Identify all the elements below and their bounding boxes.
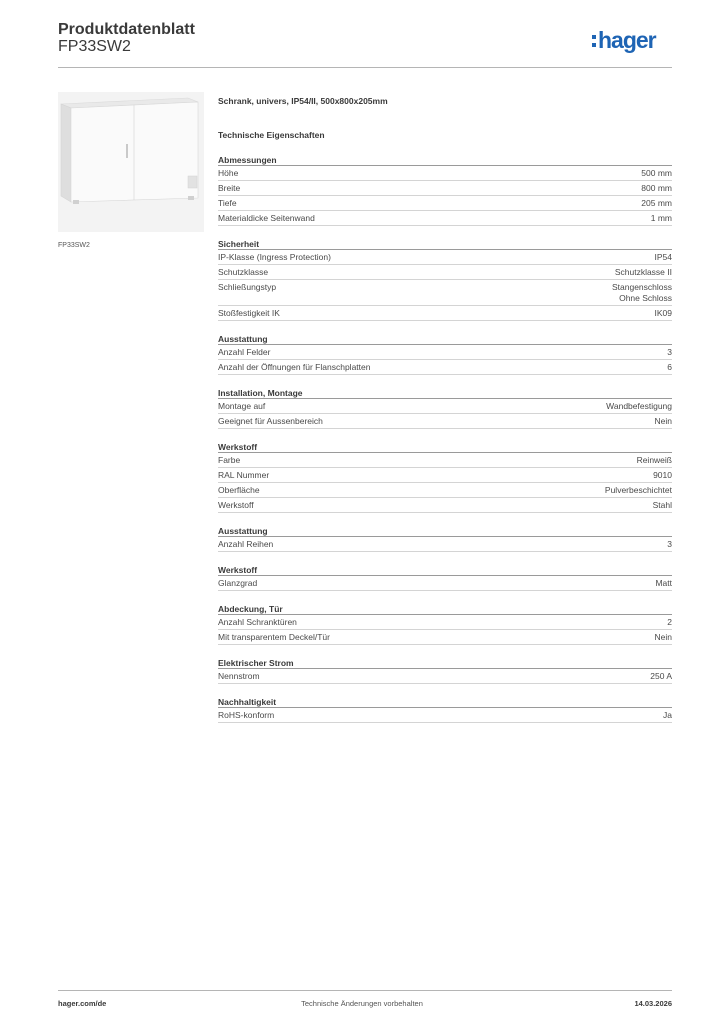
spec-value: 205 mm [641,198,672,208]
footer-disclaimer: Technische Änderungen vorbehalten [301,999,423,1008]
spec-row [218,453,672,468]
spec-value: IK09 [654,308,672,318]
section-title: Ausstattung [218,526,672,537]
product-code: FP33SW2 [58,38,131,55]
page-title: Produktdatenblatt [58,21,195,38]
spec-value: Reinweiß [636,455,672,465]
spec-label: Anzahl der Öffnungen für Flanschplatten [218,362,371,372]
spec-row [218,306,672,321]
section [218,239,672,321]
cabinet-product-image [58,92,204,232]
section [218,565,672,591]
section [218,526,672,552]
spec-label: Nennstrom [218,671,260,681]
section-title: Werkstoff [218,442,672,453]
technical-data [218,96,672,723]
spec-label: Montage auf [218,401,266,411]
spec-value-line: Stangenschloss [611,282,672,292]
section-title: Installation, Montage [218,388,672,399]
spec-value-line: Ohne Schloss [619,293,672,303]
spec-label: Werkstoff [218,500,254,510]
spec-value: Pulverbeschichtet [604,485,672,495]
spec-label: Schließungstyp [218,282,277,292]
image-caption: FP33SW2 [58,242,90,249]
spec-row [218,345,672,360]
spec-label: Schutzklasse [218,267,269,277]
spec-label: RAL Nummer [218,470,270,480]
spec-row [218,399,672,414]
spec-label: Anzahl Felder [218,347,271,357]
spec-label: Glanzgrad [218,578,258,588]
spec-row [218,630,672,645]
section [218,697,672,723]
spec-value: Stahl [652,500,672,510]
spec-value: IP54 [654,252,672,262]
spec-value: 500 mm [641,168,672,178]
spec-label: Mit transparentem Deckel/Tür [218,632,330,642]
spec-label: Farbe [218,455,241,465]
spec-row [218,615,672,630]
section [218,658,672,684]
spec-label: Anzahl Schranktüren [218,617,297,627]
section-title: Ausstattung [218,334,672,345]
spec-value: 250 A [650,671,672,681]
spec-row [218,360,672,375]
spec-row [218,708,672,723]
footer-date: 14.03.2026 [634,999,672,1008]
product-title: Schrank, univers, IP54/II, 500x800x205mm [218,96,388,106]
spec-value: 800 mm [641,183,672,193]
spec-label: Geeignet für Aussenbereich [218,416,323,426]
header-divider [58,67,672,68]
section-title: Elektrischer Strom [218,658,672,669]
spec-row [218,211,672,226]
spec-value: 3 [667,539,672,549]
section [218,155,672,226]
spec-row [218,166,672,181]
section [218,604,672,645]
spec-row [218,181,672,196]
spec-value [612,282,672,304]
spec-row [218,576,672,591]
spec-value: 9010 [653,470,672,480]
section [218,334,672,375]
section [218,388,672,429]
spec-row [218,483,672,498]
spec-label: Materialdicke Seitenwand [218,213,315,223]
spec-value: Matt [655,578,672,588]
footer-divider [58,990,672,991]
spec-value: Ja [663,710,672,720]
spec-value: Nein [654,632,672,642]
spec-row [218,414,672,429]
spec-row [218,280,672,306]
spec-label: IP-Klasse (Ingress Protection) [218,252,331,262]
section-title: Werkstoff [218,565,672,576]
spec-label: Anzahl Reihen [218,539,274,549]
spec-value: Schutzklasse II [614,267,672,277]
spec-label: Höhe [218,168,239,178]
spec-value: Wandbefestigung [606,401,672,411]
spec-label: RoHS-konform [218,710,275,720]
spec-row [218,196,672,211]
spec-row [218,265,672,280]
spec-value: 2 [667,617,672,627]
tech-heading: Technische Eigenschaften [218,130,325,140]
section-title: Abdeckung, Tür [218,604,672,615]
section-title: Nachhaltigkeit [218,697,672,708]
spec-label: Tiefe [218,198,237,208]
spec-label: Breite [218,183,241,193]
spec-value: 1 mm [650,213,672,223]
spec-label: Oberfläche [218,485,260,495]
spec-label: Stoßfestigkeit IK [218,308,280,318]
spec-row [218,498,672,513]
section [218,442,672,513]
hager-logo[interactable] [592,26,676,54]
spec-row [218,537,672,552]
footer-website-link[interactable]: hager.com/de [58,999,107,1008]
spec-row [218,468,672,483]
spec-row [218,250,672,265]
spec-value: 6 [667,362,672,372]
spec-value: Nein [654,416,672,426]
section-title: Abmessungen [218,155,672,166]
section-title: Sicherheit [218,239,672,250]
spec-value: 3 [667,347,672,357]
logo-text: hager [598,27,656,53]
spec-row [218,669,672,684]
